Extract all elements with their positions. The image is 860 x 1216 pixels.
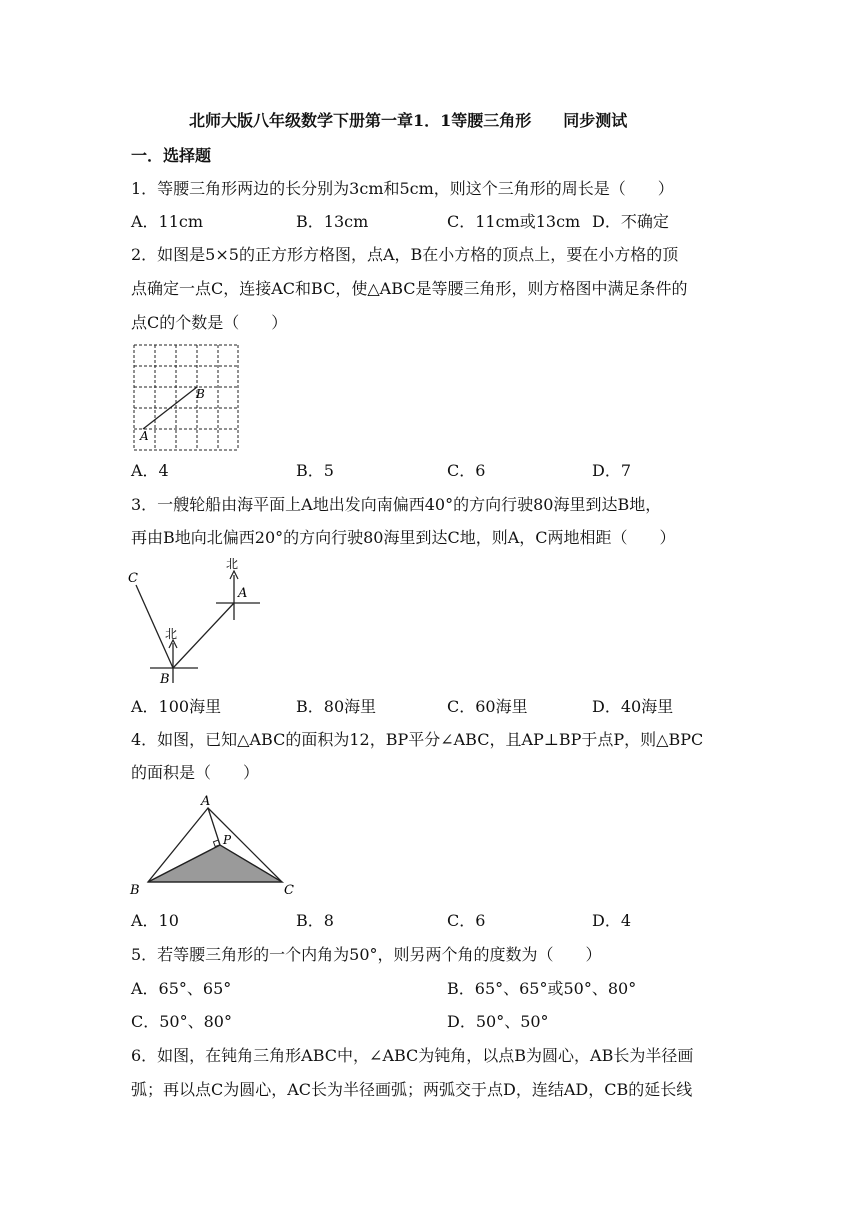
- grid-lines: [134, 345, 238, 450]
- q2-grid-figure: [128, 340, 244, 452]
- q4-triangle-figure: [124, 790, 300, 902]
- q2-option-c: C．6: [447, 461, 486, 480]
- q5-option-a: A．65°、65°: [131, 979, 232, 998]
- q3-option-b: B．80海里: [296, 697, 377, 716]
- point-p-label: P: [223, 833, 232, 847]
- q5-option-b: B．65°、65°或50°、80°: [447, 979, 637, 998]
- page-title: 北师大版八年级数学下册第一章1．1等腰三角形 同步测试: [189, 111, 628, 130]
- q1-option-a: A．11cm: [131, 212, 204, 231]
- q4-option-b: B．8: [296, 911, 334, 930]
- north-label-b: 北: [165, 627, 178, 641]
- point-a-label: A: [238, 586, 248, 601]
- q3-option-d: D．40海里: [592, 697, 674, 716]
- north-label-a: 北: [226, 557, 239, 571]
- q3-navigation-figure: [122, 555, 272, 691]
- point-b-label: B: [130, 883, 140, 898]
- q3-stem-line-2: 再由B地向北偏西20°的方向行驶80海里到达C地，则A，C两地相距（ ）: [131, 528, 676, 547]
- q4-option-c: C．6: [447, 911, 486, 930]
- point-b-label: B: [196, 387, 205, 401]
- q2-option-b: B．5: [296, 461, 334, 480]
- point-c-label: C: [128, 571, 138, 586]
- shaded-triangle-bpc: [148, 845, 282, 882]
- q5-option-c: C．50°、80°: [131, 1012, 232, 1031]
- q4-stem-line-1: 4．如图，已知△ABC的面积为12，BP平分∠ABC，且AP⊥BP于点P，则△BPC: [131, 730, 704, 749]
- section-heading: 一．选择题: [131, 146, 212, 165]
- q1-option-b: B．13cm: [296, 212, 369, 231]
- point-a-label: A: [140, 429, 149, 443]
- q5-stem: 5．若等腰三角形的一个内角为50°，则另两个角的度数为（ ）: [131, 945, 602, 964]
- right-angle-mark-icon: [213, 840, 219, 846]
- q6-stem-line-1: 6．如图，在钝角三角形ABC中，∠ABC为钝角，以点B为圆心，AB长为半径画: [131, 1046, 694, 1065]
- q2-stem-line-2: 点确定一点C，连接AC和BC，使△ABC是等腰三角形，则方格图中满足条件的: [131, 279, 688, 298]
- segment-ba: [173, 603, 234, 668]
- q4-option-a: A．10: [131, 911, 179, 930]
- q5-option-d: D．50°、50°: [447, 1012, 549, 1031]
- q4-stem-line-2: 的面积是（ ）: [131, 763, 260, 782]
- point-a-label: A: [201, 794, 211, 809]
- q2-option-d: D．7: [592, 461, 632, 480]
- q1-option-c: C．11cm或13cm: [447, 212, 581, 231]
- q2-stem-line-3: 点C的个数是（ ）: [131, 313, 288, 332]
- q1-stem: 1．等腰三角形两边的长分别为3cm和5cm，则这个三角形的周长是（ ）: [131, 179, 674, 198]
- q3-stem-line-1: 3．一艘轮船由海平面上A地出发向南偏西40°的方向行驶80海里到达B地，: [131, 495, 662, 514]
- point-c-label: C: [284, 883, 294, 898]
- q1-option-d: D．不确定: [592, 212, 669, 231]
- q2-option-a: A．4: [131, 461, 169, 480]
- q2-stem-line-1: 2．如图是5×5的正方形方格图，点A，B在小方格的顶点上，要在小方格的顶: [131, 245, 679, 264]
- q6-stem-line-2: 弧；再以点C为圆心，AC长为半径画弧；两弧交于点D，连结AD，CB的延长线: [131, 1080, 693, 1099]
- q3-option-c: C．60海里: [447, 697, 528, 716]
- q3-option-a: A．100海里: [131, 697, 222, 716]
- q4-option-d: D．4: [592, 911, 632, 930]
- point-b-label: B: [160, 672, 170, 687]
